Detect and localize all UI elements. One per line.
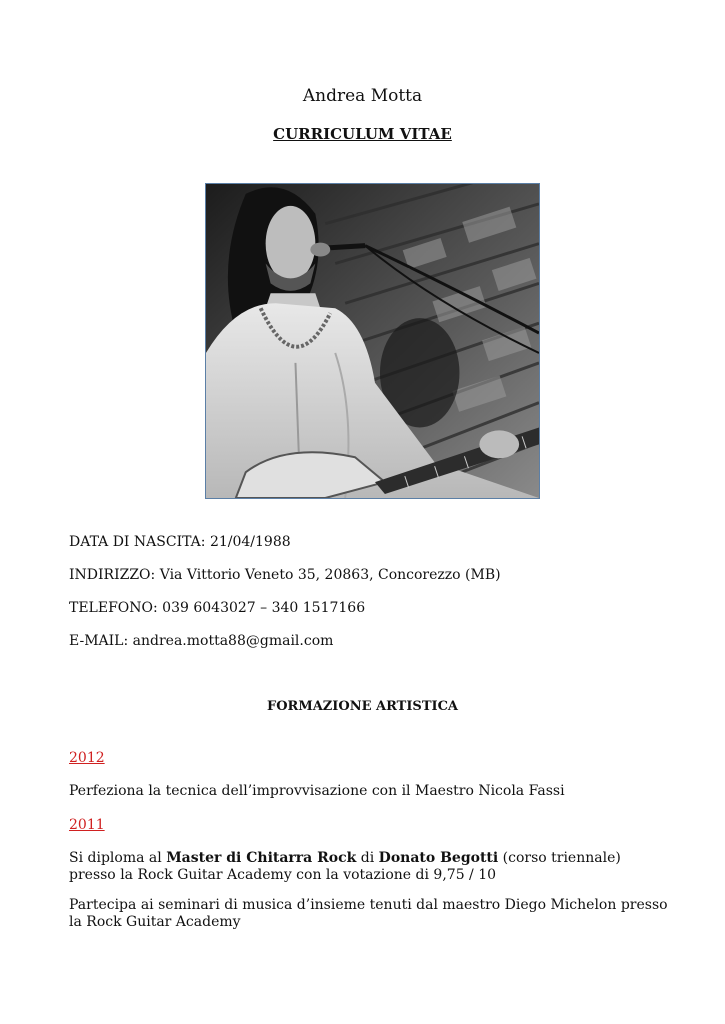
- address-line: [69, 567, 501, 583]
- entry-bold-teacher: Donato Begotti: [378, 850, 499, 866]
- email-line: [69, 633, 333, 649]
- birth-date-label: DATA DI NASCITA:: [69, 534, 206, 550]
- year-2012: 2012: [69, 750, 105, 766]
- year-2011: 2011: [69, 817, 105, 833]
- entry-text: Si diploma al: [69, 850, 167, 866]
- email-value: andrea.motta88@gmail.com: [132, 633, 334, 649]
- entry-text: di: [356, 850, 379, 866]
- phone-label: TELEFONO:: [69, 600, 158, 616]
- phone-line: [69, 600, 365, 616]
- entry-text: (corso triennale) presso la Rock Guitar Academy con la votazione di 9,75 / 10: [69, 850, 621, 883]
- entry-2012: Perfeziona la tecnica dell’improvvisazione con il Maestro Nicola Fassi: [69, 783, 565, 799]
- document-title: CURRICULUM VITAE: [273, 125, 452, 143]
- address-value: Via Vittorio Veneto 35, 20863, Concorezzo (MB): [159, 567, 501, 583]
- section-title-formazione: FORMAZIONE ARTISTICA: [266, 699, 459, 714]
- person-name: Andrea Motta: [302, 86, 423, 106]
- address-label: INDIRIZZO:: [69, 567, 156, 583]
- entry-2011-diploma: [69, 850, 669, 884]
- phone-value: 039 6043027 – 340 1517166: [162, 600, 366, 616]
- entry-bold-master: Master di Chitarra Rock: [166, 850, 357, 866]
- email-label: E-MAIL:: [69, 633, 129, 649]
- photo-illustration: [206, 184, 539, 498]
- birth-date-value: 21/04/1988: [209, 534, 291, 550]
- musician-photo: [205, 183, 540, 499]
- birth-date-line: [69, 534, 291, 550]
- entry-2011-seminari: Partecipa ai seminari di musica d’insieme tenuti dal maestro Diego Michelon presso la Rock Guitar Academy: [69, 897, 668, 930]
